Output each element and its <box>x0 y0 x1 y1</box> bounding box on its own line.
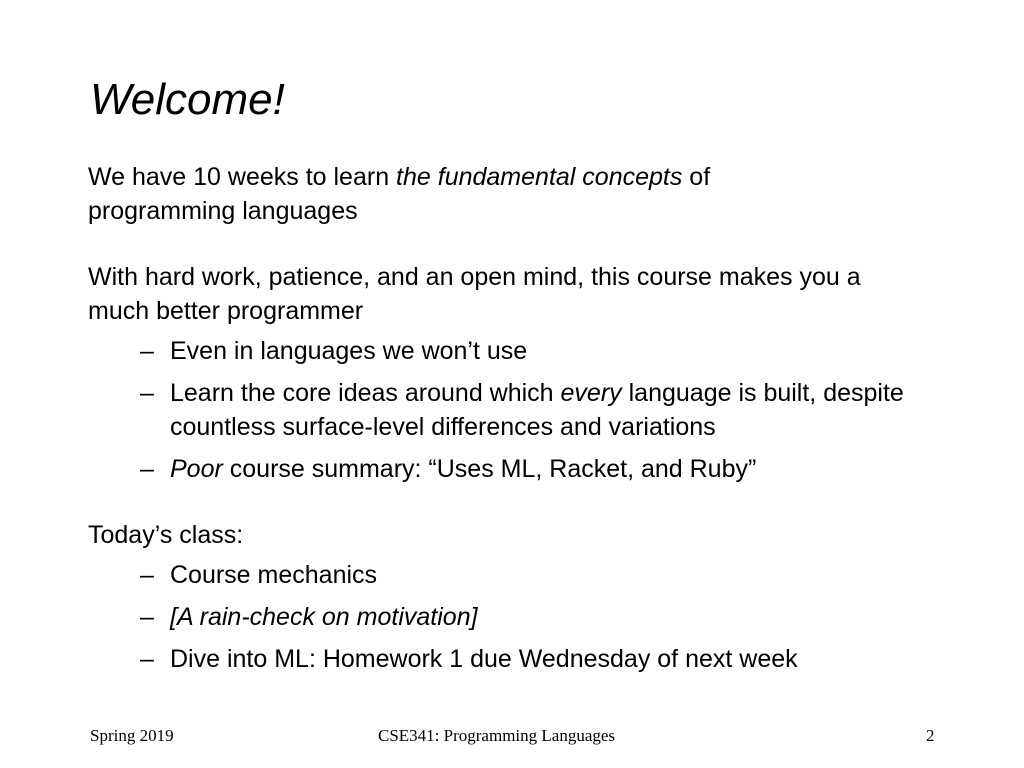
intro-text <box>88 160 848 228</box>
intro-paragraph <box>88 160 848 228</box>
todays-class-heading: Today’s class: <box>88 521 244 549</box>
slide-title: Welcome! <box>90 75 285 124</box>
intro-text-emphasis: the fundamental concepts <box>396 163 683 191</box>
bullet-dash: – <box>140 561 154 589</box>
todays-class-section <box>88 518 938 684</box>
bullet-dash: – <box>140 379 154 407</box>
list-item <box>88 642 938 676</box>
bullet-text-start: Learn the core ideas around which <box>170 379 561 407</box>
course-goals-section <box>88 260 918 494</box>
list-item <box>88 558 938 592</box>
bullet-dash: – <box>140 337 154 365</box>
footer-course-title: CSE341: Programming Languages <box>378 726 616 745</box>
bullet-text-end: language is built, despite countless surface-level differences and variations <box>170 379 904 441</box>
intro-text-end: of programming languages <box>88 163 711 225</box>
bullet-text-end: course summary: “Uses ML, Racket, and Ruby” <box>222 455 757 483</box>
list-item <box>88 334 918 368</box>
intro-text-start: We have 10 weeks to learn <box>88 163 397 191</box>
bullet-text-emphasis: every <box>560 379 622 407</box>
list-item <box>88 600 938 634</box>
bullet-dash: – <box>140 603 154 631</box>
course-goals-text: With hard work, patience, and an open mind, this course makes you a much better programmer <box>88 263 861 325</box>
bullet-text: Even in languages we won’t use <box>170 337 528 365</box>
slide-page-number: 2 <box>926 726 935 745</box>
bullet-text: Dive into ML: Homework 1 due Wednesday of next week <box>170 645 798 673</box>
bullet-text-emphasis: [A rain-check on motivation] <box>170 603 478 631</box>
bullet-text-emphasis: Poor <box>170 455 223 483</box>
bullet-dash: – <box>140 645 154 673</box>
list-item <box>88 452 918 486</box>
bullet-dash: – <box>140 455 154 483</box>
list-item <box>88 376 910 444</box>
bullet-text: Course mechanics <box>170 561 378 589</box>
footer-date: Spring 2019 <box>90 726 174 745</box>
